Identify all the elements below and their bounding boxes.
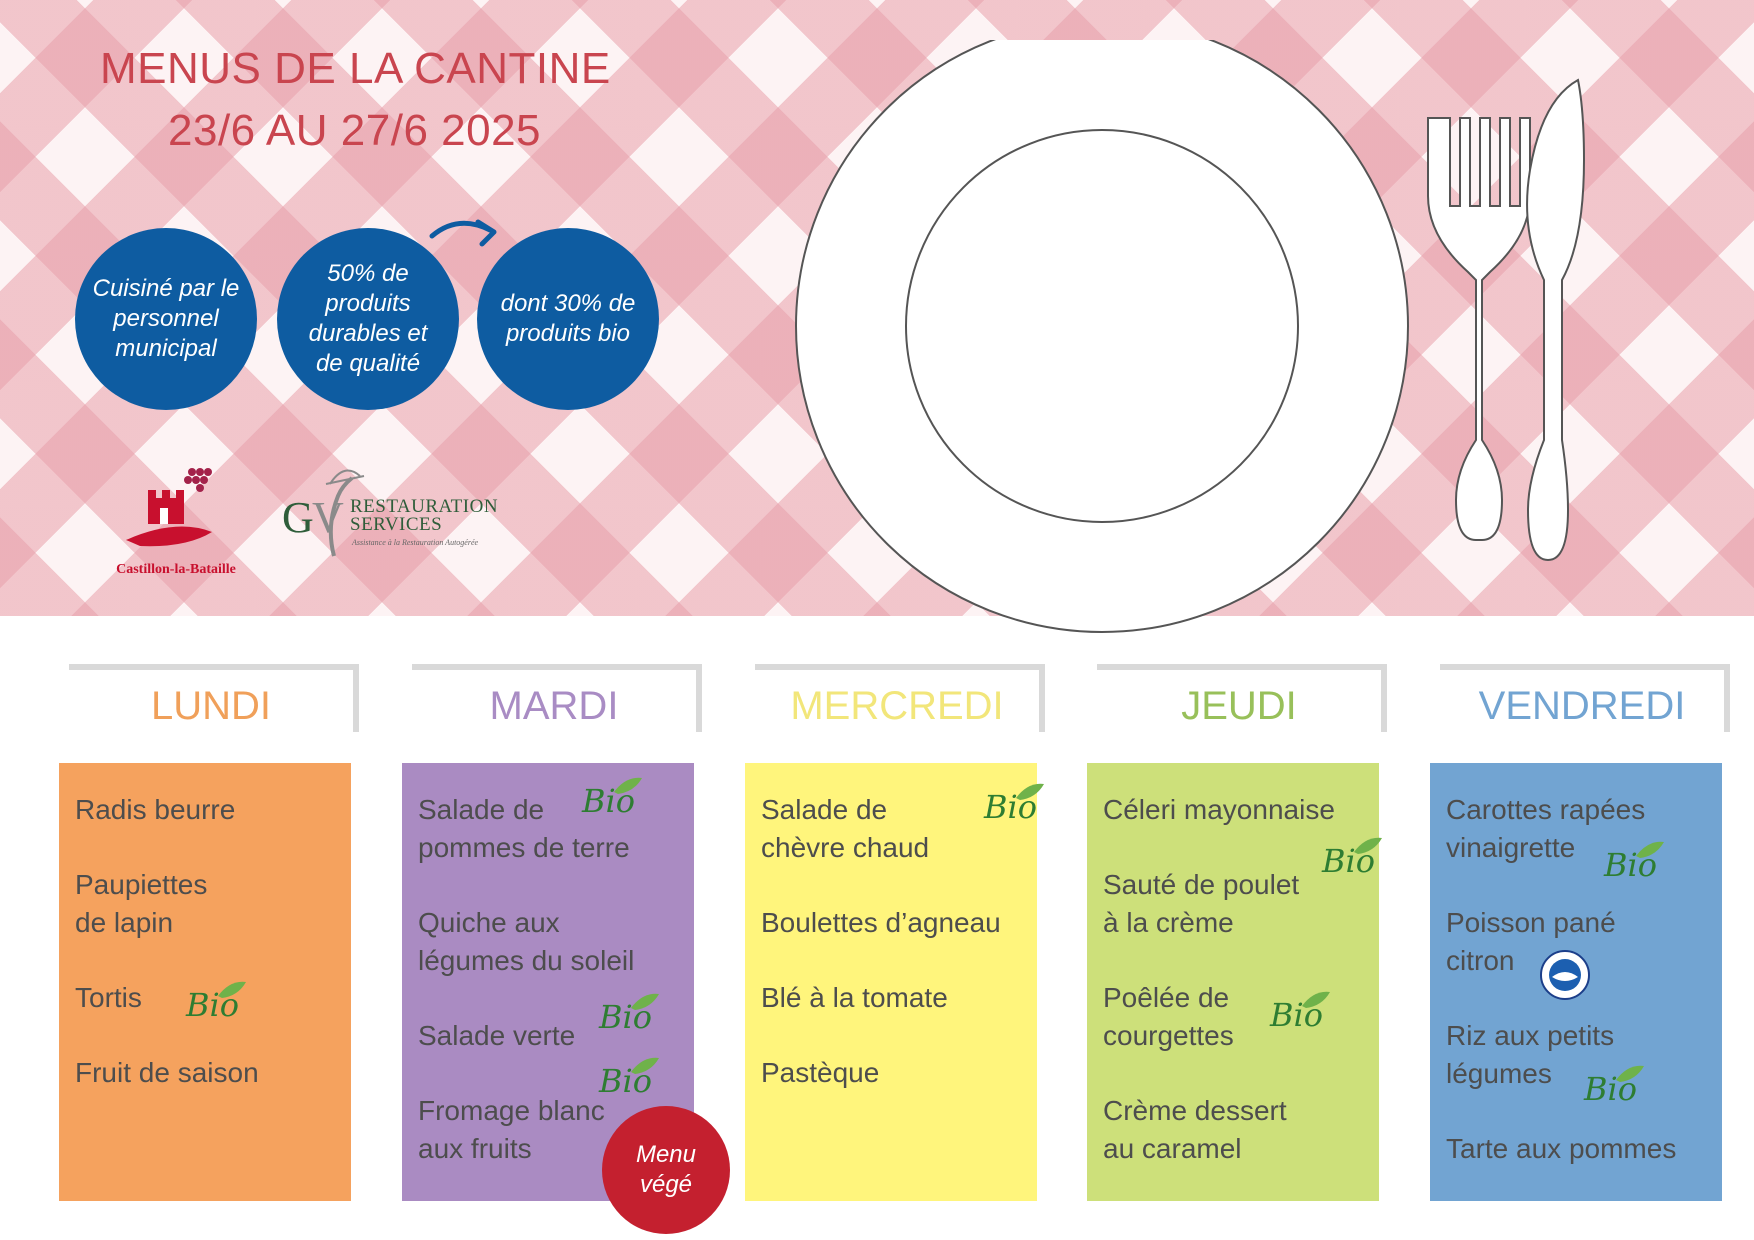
dish-item: Fruit de saison <box>75 1057 259 1088</box>
menu-vege-badge <box>602 1106 730 1234</box>
castillon-logo-text: Castillon-la-Bataille <box>116 562 236 577</box>
castle-icon <box>86 462 266 562</box>
page-subtitle-dates: 23/6 AU 27/6 2025 <box>168 106 542 155</box>
bio-label-text: Bio <box>984 788 1038 824</box>
bio-label-icon <box>597 1054 659 1098</box>
gv-logo-line2: SERVICES <box>350 514 443 535</box>
bio-label-text: Bio <box>582 782 636 818</box>
dish-item: Pastèque <box>761 1057 880 1088</box>
menu-card-mercredi <box>745 763 1037 1201</box>
day-header-mercredi: MERCREDI <box>755 664 1045 732</box>
gv-logo-tagline: Assistance à la Restauration Autogérée <box>352 538 479 547</box>
dish-item: Paupiettes de lapin <box>75 869 208 938</box>
dish-item: Salade de chèvre chaud <box>761 794 930 863</box>
bio-label-text: Bio <box>599 1062 653 1098</box>
bio-label-icon <box>1602 838 1664 882</box>
bio-label-icon <box>597 990 659 1034</box>
peche-durable-seal-icon <box>1540 950 1590 1000</box>
badge-produits-durables: 50% de produits durables et de qualité <box>277 228 459 410</box>
dish-item: Crème dessert au caramel <box>1103 1095 1287 1164</box>
day-header-vendredi: VENDREDI <box>1440 664 1730 732</box>
dish-item: Sauté de poulet à la crème <box>1103 869 1300 938</box>
bio-label-text: Bio <box>1322 842 1376 878</box>
dish-item: Tarte aux pommes <box>1446 1133 1677 1164</box>
page-title: MENUS DE LA CANTINE <box>100 44 611 93</box>
dish-item: Riz aux petits légumes <box>1446 1020 1615 1089</box>
bio-label-icon <box>982 780 1044 824</box>
svg-text:V: V <box>312 493 344 542</box>
dish-item: Poisson pané citron <box>1446 907 1616 976</box>
bio-label-text: Bio <box>1604 846 1658 882</box>
badge-produits-bio: dont 30% de produits bio <box>477 228 659 410</box>
gv-logo-line1: RESTAURATION <box>350 496 499 517</box>
menu-vege-line1: Menu <box>635 1141 697 1168</box>
castillon-logo <box>86 462 266 582</box>
bio-label-icon <box>1582 1062 1644 1106</box>
dish-item: Tortis <box>75 982 142 1013</box>
bio-label-text: Bio <box>599 998 653 1034</box>
badge-cuisine-municipal: Cuisiné par le personnel municipal <box>75 228 257 410</box>
svg-text:G: G <box>282 493 314 542</box>
dish-item: Salade de pommes de terre <box>418 794 630 863</box>
dish-item: Boulettes d’agneau <box>761 907 1001 938</box>
dish-item: Céleri mayonnaise <box>1103 794 1335 825</box>
bio-label-icon <box>1320 834 1382 878</box>
bio-label-icon <box>580 774 642 818</box>
bio-label-icon <box>184 978 246 1022</box>
menu-card-jeudi <box>1087 763 1379 1201</box>
day-header-lundi: LUNDI <box>69 664 359 732</box>
knife-icon <box>1527 80 1584 560</box>
day-header-mardi: MARDI <box>412 664 702 732</box>
curved-arrow-icon <box>428 214 508 254</box>
dish-item: Quiche aux légumes du soleil <box>418 907 635 976</box>
dish-item: Radis beurre <box>75 794 236 825</box>
dish-item: Blé à la tomate <box>761 982 948 1013</box>
gv-restauration-logo <box>282 456 502 586</box>
bio-label-text: Bio <box>1584 1070 1638 1106</box>
dish-item: Poêlée de courgettes <box>1103 982 1234 1051</box>
bio-label-text: Bio <box>1270 996 1324 1032</box>
dish-item: Carottes rapées vinaigrette <box>1446 794 1646 863</box>
dish-item: Salade verte <box>418 1020 576 1051</box>
dish-item: Fromage blanc aux fruits <box>418 1095 605 1164</box>
plate-inner-rim <box>906 130 1298 522</box>
bio-label-icon <box>1268 988 1330 1032</box>
menu-vege-line2: végé <box>639 1171 693 1198</box>
plate-setting-illustration <box>780 40 1600 650</box>
bio-label-text: Bio <box>186 986 240 1022</box>
day-header-jeudi: JEUDI <box>1097 664 1387 732</box>
fork-icon <box>1428 118 1530 540</box>
